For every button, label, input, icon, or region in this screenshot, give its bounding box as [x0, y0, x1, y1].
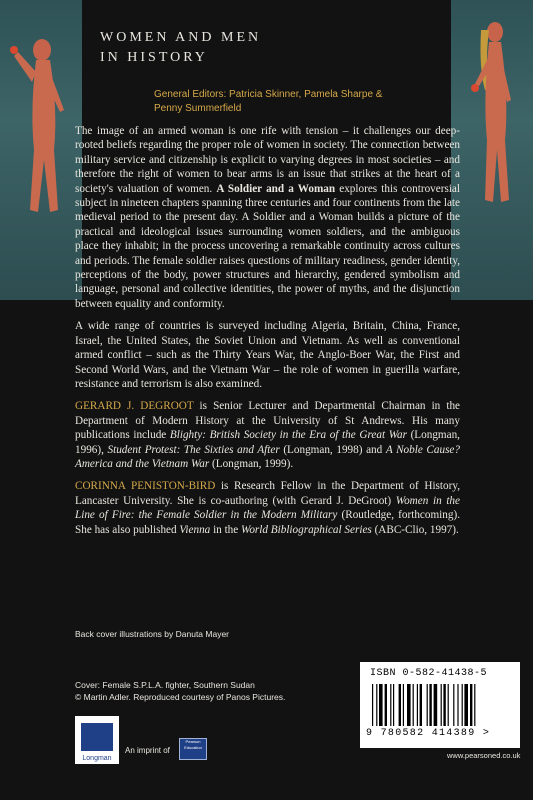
publisher-website: www.pearsoned.co.uk: [447, 751, 521, 760]
series-title-line2: IN HISTORY: [100, 50, 208, 65]
barcode-bar: [443, 684, 445, 726]
bio-text: in the: [210, 523, 242, 536]
barcode-bar: [393, 684, 394, 726]
author-name-degroot: GERARD J. DEGROOT: [75, 400, 194, 413]
book-title: Women in the Line of Fire: the Female Soldier in the Modern Military: [75, 494, 460, 522]
barcode-bar: [462, 684, 463, 726]
blurb-text-a: The image of an armed woman is one rife with tension – it challenges our deep-rooted beliefs regarding the proper role of women in society. The connection between military service and citizenship is explicit to varying degrees in most societies – and therefore the right of women to bear arms is an issue that strikes at the heart of a society's valuation of women.: [75, 125, 460, 195]
imprint-label: An imprint of: [125, 746, 170, 755]
blurb-paragraph-2: A wide range of countries is surveyed including Algeria, Britain, China, France, Israel, the United States, the Soviet Union and Vietnam. As well as conventional armed conflict – such as the Thirty Years War, the Anglo-Boer War, the First and Second World Wars, and the Vietnam War – the role of women in guerilla warfare, resistance and terrorism is also examined.: [75, 320, 460, 390]
barcode-bar: [379, 684, 383, 726]
barcode-bar: [441, 684, 442, 726]
book-title: Blighty: British Society in the Era of the Great War: [169, 429, 407, 442]
barcode-bar: [399, 684, 401, 726]
barcode-bar: [434, 684, 438, 726]
bio-text: (ABC-Clio, 1997).: [371, 523, 459, 536]
bio-text: is Research Fellow in the Department of History, Lancaster University. She is co-authoring (with Gerard J. DeGroot): [75, 480, 460, 507]
eve-figure-illustration: [451, 0, 533, 300]
book-title: Student Protest: The Sixties and After: [107, 443, 280, 456]
cover-credit-line2: © Martin Adler. Reproduced courtesy of Panos Pictures.: [75, 692, 286, 702]
barcode-bar: [474, 684, 475, 726]
book-title: A Noble Cause? America and the Vietnam War: [75, 443, 460, 470]
barcode-bar: [470, 684, 472, 726]
series-title: [100, 28, 440, 68]
barcode-bars: [372, 684, 508, 726]
cover-illustration-left: [0, 0, 82, 300]
editors-line1: General Editors: Patricia Skinner, Pamela Sharpe &: [154, 89, 383, 100]
bio-text: (Longman, 1996),: [75, 429, 460, 456]
bio-text: (Longman, 1998) and: [279, 443, 386, 456]
pearson-logo-text: Pearson Education: [184, 739, 202, 750]
series-title-line1: WOMEN AND MEN: [100, 30, 262, 45]
barcode-bar: [385, 684, 387, 726]
barcode-bar: [403, 684, 404, 726]
book-title: Vienna: [179, 523, 211, 536]
author-bio-degroot: [75, 399, 460, 471]
barcode-bar: [448, 684, 449, 726]
adam-figure-illustration: [0, 0, 82, 300]
editors-line2: Penny Summerfield: [154, 103, 242, 114]
barcode-bar: [429, 684, 431, 726]
back-cover-blurb: [75, 124, 460, 545]
longman-logo-text: Longman: [82, 755, 112, 762]
barcode-bar: [376, 684, 377, 726]
isbn-number: ISBN 0-582-41438-5: [370, 668, 488, 679]
cover-credit-line1: Cover: Female S.P.L.A. fighter, Southern Sudan: [75, 680, 255, 690]
blurb-paragraph-1: [75, 124, 460, 311]
bio-text: is Senior Lecturer and Departmental Chairman in the Department of Modern History at the University of St Andrews. His many publications include: [75, 400, 460, 442]
author-name-peniston-bird: CORINNA PENISTON-BIRD: [75, 480, 216, 493]
barcode-bar: [427, 684, 428, 726]
general-editors: [154, 88, 434, 116]
longman-logo: [75, 716, 119, 764]
cover-photo-credit: [75, 679, 355, 703]
longman-logo-mark: [81, 723, 113, 751]
barcode-bar: [407, 684, 411, 726]
barcode-bar: [420, 684, 422, 726]
blurb-text-b: explores this controversial subject in nineteen chapters spanning three centuries and four continents from the late medieval period to the present day. A Soldier and a Woman builds a picture of the practical and ideological issues surrounding women soldiers, and the ambiguous place they inhabit; in the process uncovering a remarkable continuity across cultures and periods. The female soldier raises questions of military readiness, gender identity, perceptions of the body, power structures and hierarchy, gendered symbolism and language, personal and collective identities, the power of myths, and the disjunction between equality and conformity.: [75, 182, 460, 310]
author-bio-peniston-bird: [75, 479, 460, 537]
barcode-bar: [417, 684, 418, 726]
barcode-bar: [390, 684, 391, 726]
barcode-bar: [413, 684, 414, 726]
cover-illustration-right: [451, 0, 533, 300]
isbn-barcode: [360, 662, 520, 748]
illustration-credit: Back cover illustrations by Danuta Mayer: [75, 629, 230, 639]
pearson-education-logo: [179, 738, 207, 760]
barcode-number: 9 780582 414389 >: [366, 728, 491, 739]
barcode-bar: [372, 684, 373, 726]
bio-text: (Longman, 1999).: [209, 457, 294, 470]
bio-text: (Routledge, forthcoming). She has also published: [75, 509, 460, 536]
barcode-bar: [453, 684, 454, 726]
barcode-bar: [457, 684, 458, 726]
book-title: World Bibliographical Series: [241, 523, 372, 536]
barcode-bar: [464, 684, 468, 726]
book-title-inline: A Soldier and a Woman: [216, 182, 336, 195]
